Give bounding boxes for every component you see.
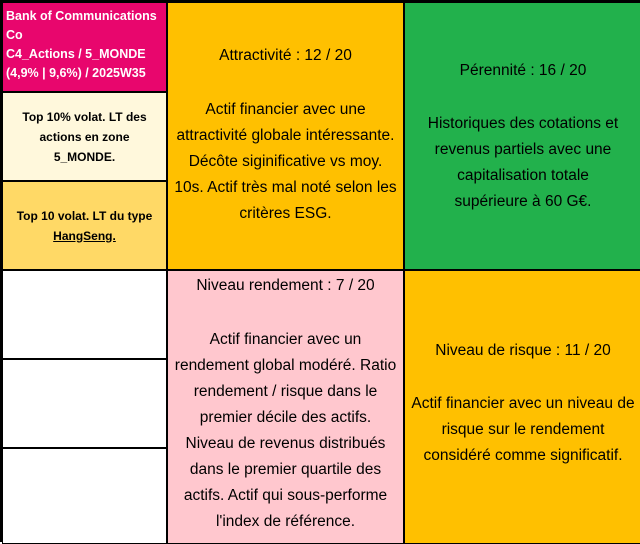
attractivite-title: Attractivité : 12 / 20 [219, 47, 352, 64]
risque-panel [404, 270, 640, 544]
top10-type-prefix: Top 10 volat. LT du type [16, 208, 153, 223]
risque-title: Niveau de risque : 11 / 20 [435, 342, 611, 359]
risque-description: Actif financier avec un niveau de risque sur le rendement considéré comme significatif. [411, 395, 635, 464]
empty-cell [2, 359, 167, 448]
rendement-title: Niveau rendement : 7 / 20 [196, 277, 375, 294]
perennite-description: Historiques des cotations et revenus partiels avec une capitalisation totale supérieure à 60 G€. [427, 115, 619, 210]
empty-cell [2, 270, 167, 359]
rendement-description: Actif financier avec un rendement global modéré. Ratio rendement / risque dans le premier décile des actifs. Niveau de revenus distribués dans le premier quartile des actifs. Actif qui sous-performe l'index de référence. [174, 331, 397, 530]
asset-name-line1: Bank of Communications [6, 9, 157, 23]
top10-type-link[interactable]: HangSeng. [53, 228, 116, 243]
asset-name-line2: Co [6, 28, 23, 42]
rendement-panel [167, 270, 404, 544]
asset-stats: (4,9% | 9,6%) / 2025W35 [6, 66, 146, 80]
top10-type-panel [2, 181, 167, 270]
perennite-title: Pérennité : 16 / 20 [459, 62, 587, 79]
top10-zone-text: Top 10% volat. LT des actions en zone 5_MONDE. [22, 109, 147, 164]
asset-header [2, 2, 167, 92]
top10-zone-panel [2, 92, 167, 181]
perennite-panel [404, 2, 640, 270]
empty-cell [2, 448, 167, 544]
asset-category: C4_Actions / 5_MONDE [6, 47, 146, 61]
attractivite-panel [167, 2, 404, 270]
top10-type-text [9, 206, 160, 246]
attractivite-description: Actif financier avec une attractivité globale intéressante. Décôte siginificative vs moy. 10s. Actif très mal noté selon les critères ESG. [174, 101, 397, 222]
